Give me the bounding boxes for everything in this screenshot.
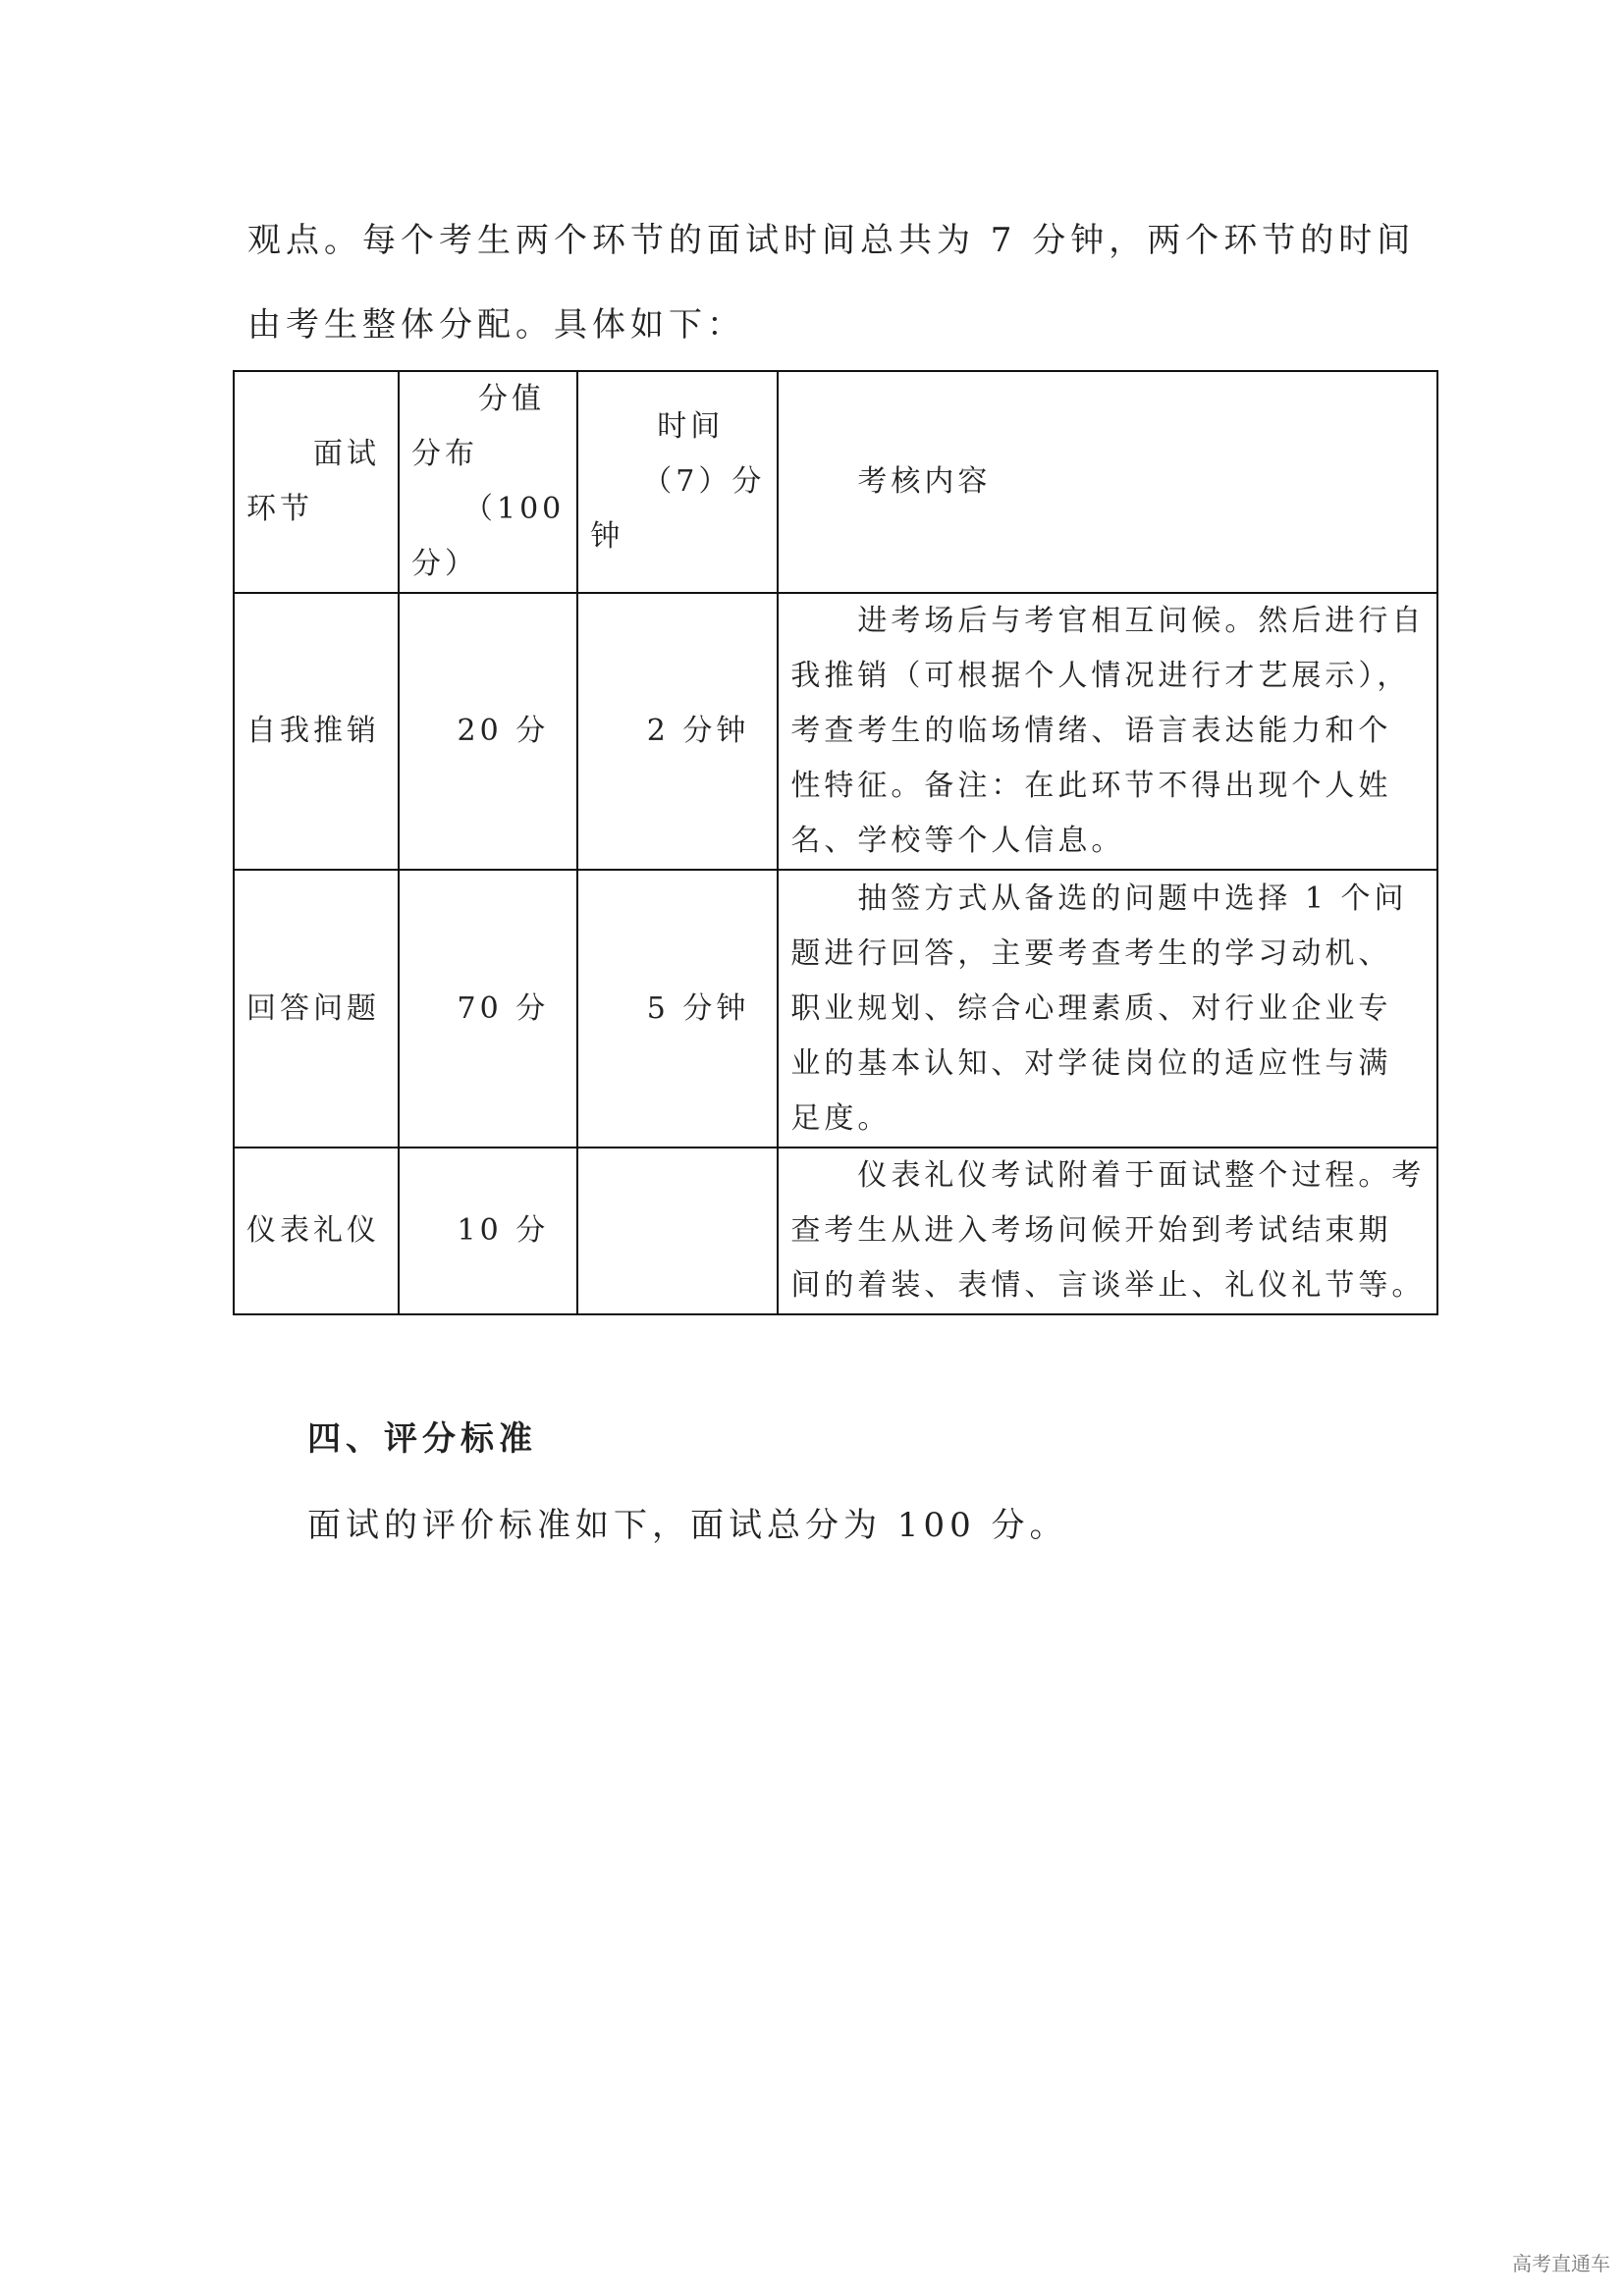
header-text: 分） — [411, 547, 478, 581]
content-line: 抽签方式从备选的问题中选择 1 个问 — [790, 881, 1408, 916]
header-text: 环节 — [246, 492, 313, 526]
header-stage — [234, 371, 399, 593]
content-line: 我推销（可根据个人情况进行才艺展示）， — [790, 659, 1411, 693]
content-line: 业的基本认知、对学徒岗位的适应性与满 — [790, 1045, 1392, 1081]
content-line: 进考场后与考官相互问候。然后进行自 — [790, 604, 1426, 638]
content-line: 性特征。备注：在此环节不得出现个人姓 — [790, 769, 1392, 803]
table-header-row — [234, 371, 1437, 593]
header-text: （7）分 — [590, 464, 766, 499]
section-text: 面试的评价标准如下，面试总分为 100 分。 — [307, 1506, 1068, 1545]
score-cell: 70 分 — [399, 870, 577, 1148]
intro-line-1: 观点。每个考生两个环节的面试时间总共为 7 分钟，两个环节的时间 — [247, 221, 1416, 260]
header-text: 考核内容 — [790, 464, 992, 499]
content-line: 题进行回答，主要考查考生的学习动机、 — [790, 935, 1392, 971]
time-cell — [577, 1148, 778, 1314]
stage-cell: 自我推销 — [234, 593, 399, 870]
score-cell: 10 分 — [399, 1148, 577, 1314]
intro-line-2: 由考生整体分配。具体如下： — [247, 305, 745, 345]
header-text: 面试 — [246, 437, 380, 471]
table-row — [234, 870, 1437, 1148]
content-line: 职业规划、综合心理素质、对行业企业专 — [790, 990, 1392, 1026]
content-cell — [778, 1148, 1437, 1314]
content-cell — [778, 593, 1437, 870]
content-line: 考查考生的临场情绪、语言表达能力和个 — [790, 714, 1392, 748]
stage-cell: 仪表礼仪 — [234, 1148, 399, 1314]
content-line: 足度。 — [790, 1100, 892, 1136]
header-text: 分布 — [411, 437, 478, 471]
time-cell: 5 分钟 — [577, 870, 778, 1148]
header-score — [399, 371, 577, 593]
stage-cell: 回答问题 — [234, 870, 399, 1148]
table-row — [234, 1148, 1437, 1314]
content-line: 间的着装、表情、言谈举止、礼仪礼节等。 — [790, 1268, 1426, 1303]
content-line: 查考生从进入考场问候开始到考试结束期 — [790, 1213, 1392, 1248]
header-text: 分值 — [411, 382, 545, 416]
section-heading: 四、评分标准 — [307, 1419, 537, 1459]
header-text: （100 — [411, 492, 566, 526]
header-content — [778, 371, 1437, 593]
watermark: 高考直通车 — [1512, 2252, 1610, 2275]
content-line: 名、学校等个人信息。 — [790, 824, 1125, 858]
time-cell: 2 分钟 — [577, 593, 778, 870]
score-cell: 20 分 — [399, 593, 577, 870]
header-time — [577, 371, 778, 593]
header-text: 钟 — [590, 519, 624, 554]
table-row — [234, 593, 1437, 870]
content-cell — [778, 870, 1437, 1148]
interview-table — [233, 370, 1438, 1315]
header-text: 时间 — [590, 409, 725, 444]
content-line: 仪表礼仪考试附着于面试整个过程。考 — [790, 1158, 1426, 1193]
